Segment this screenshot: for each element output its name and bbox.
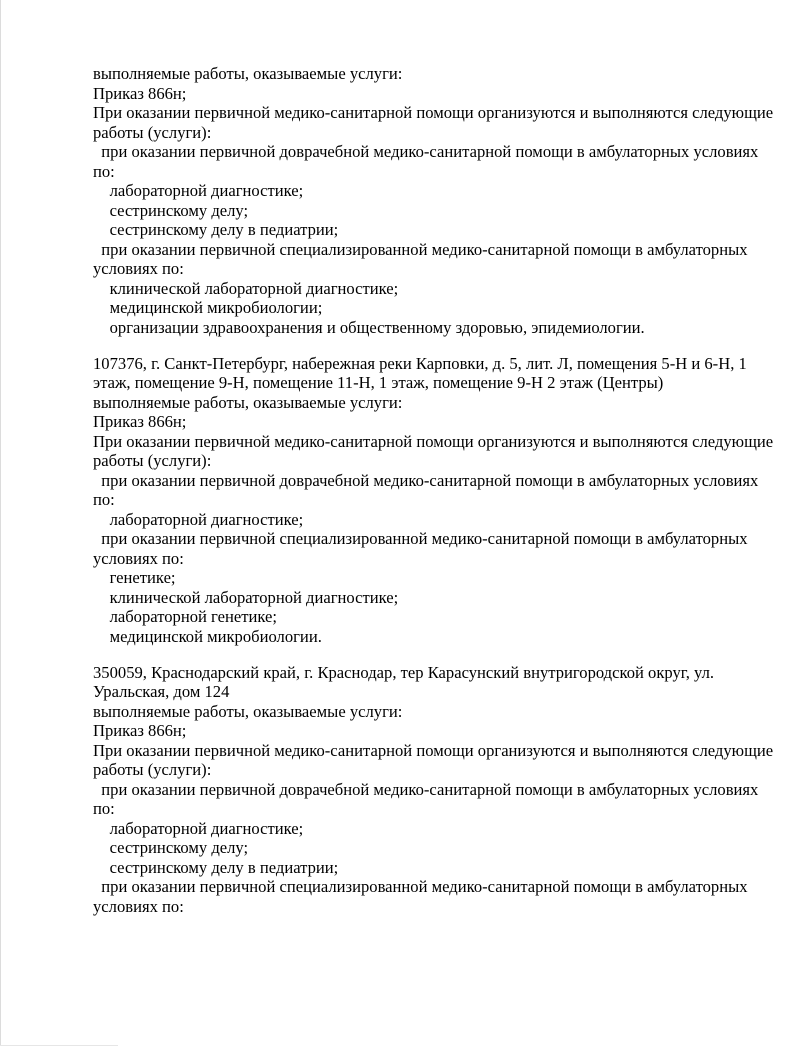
text-line: Уральская, дом 124 xyxy=(93,682,230,701)
text-line: при оказании первичной доврачебной медико-санитарной помощи в амбулаторных условиях xyxy=(93,470,759,490)
text-line: работы (услуги): xyxy=(93,760,212,779)
text-line: по: xyxy=(93,799,115,818)
text-line: 350059, Краснодарский край, г. Краснодар, тер Карасунский внутригородской округ, ул. xyxy=(93,662,714,682)
text-line: выполняемые работы, оказываемые услуги: xyxy=(93,64,403,83)
text-line: выполняемые работы, оказываемые услуги: xyxy=(93,392,403,412)
license-works-block-2 xyxy=(93,353,774,647)
page-bottom-border-segment xyxy=(0,1045,118,1046)
text-line: этаж, помещение 9-Н, помещение 11-Н, 1 этаж, помещение 9-Н 2 этаж (Центры) xyxy=(93,373,664,392)
page-left-border xyxy=(0,0,1,1046)
text-line: лабораторной диагностике; xyxy=(93,181,304,200)
text-line: медицинской микробиологии; xyxy=(93,298,323,317)
text-line: по: xyxy=(93,161,115,181)
license-works-block-3 xyxy=(93,662,774,917)
text-line: при оказании первичной доврачебной медико-санитарной помощи в амбулаторных условиях xyxy=(93,142,759,161)
text-line: при оказании первичной специализированной медико-санитарной помощи в амбулаторных xyxy=(93,529,748,548)
text-line: сестринскому делу; xyxy=(93,200,249,220)
text-line: клинической лабораторной диагностике; xyxy=(93,587,399,607)
text-line: сестринскому делу в педиатрии; xyxy=(93,857,339,877)
text-line: лабораторной диагностике; xyxy=(93,509,304,529)
text-line: при оказании первичной специализированной медико-санитарной помощи в амбулаторных xyxy=(93,239,748,259)
text-line: сестринскому делу в педиатрии; xyxy=(93,220,339,239)
text-line: Приказ 866н; xyxy=(93,83,187,103)
text-line: по: xyxy=(93,490,115,509)
text-line: выполняемые работы, оказываемые услуги: xyxy=(93,701,403,721)
license-works-block-1 xyxy=(93,64,774,337)
text-line: Приказ 866н; xyxy=(93,721,187,740)
text-line: сестринскому делу; xyxy=(93,838,249,857)
text-line: Приказ 866н; xyxy=(93,412,187,431)
text-line: работы (услуги): xyxy=(93,122,212,142)
license-works-text xyxy=(93,64,774,916)
text-line: При оказании первичной медико-санитарной помощи организуются и выполняются следующие xyxy=(93,103,774,122)
text-line: лабораторной генетике; xyxy=(93,607,277,626)
text-line: при оказании первичной доврачебной медико-санитарной помощи в амбулаторных условиях xyxy=(93,779,759,799)
text-line: медицинской микробиологии. xyxy=(93,626,322,646)
text-line: организации здравоохранения и общественному здоровью, эпидемиологии. xyxy=(93,317,645,337)
text-line: При оказании первичной медико-санитарной помощи организуются и выполняются следующие xyxy=(93,431,774,451)
text-line: клинической лабораторной диагностике; xyxy=(93,278,399,298)
text-line: 107376, г. Санкт-Петербург, набережная реки Карповки, д. 5, лит. Л, помещения 5-Н и 6-Н, 1 xyxy=(93,353,747,373)
text-line: условиях по: xyxy=(93,548,184,568)
text-line: при оказании первичной специализированной медико-санитарной помощи в амбулаторных xyxy=(93,877,748,896)
text-line: условиях по: xyxy=(93,896,184,916)
text-line: генетике; xyxy=(93,568,176,587)
text-line: При оказании первичной медико-санитарной помощи организуются и выполняются следующие xyxy=(93,740,774,760)
text-line: условиях по: xyxy=(93,259,184,278)
text-line: лабораторной диагностике; xyxy=(93,818,304,838)
text-line: работы (услуги): xyxy=(93,451,212,470)
